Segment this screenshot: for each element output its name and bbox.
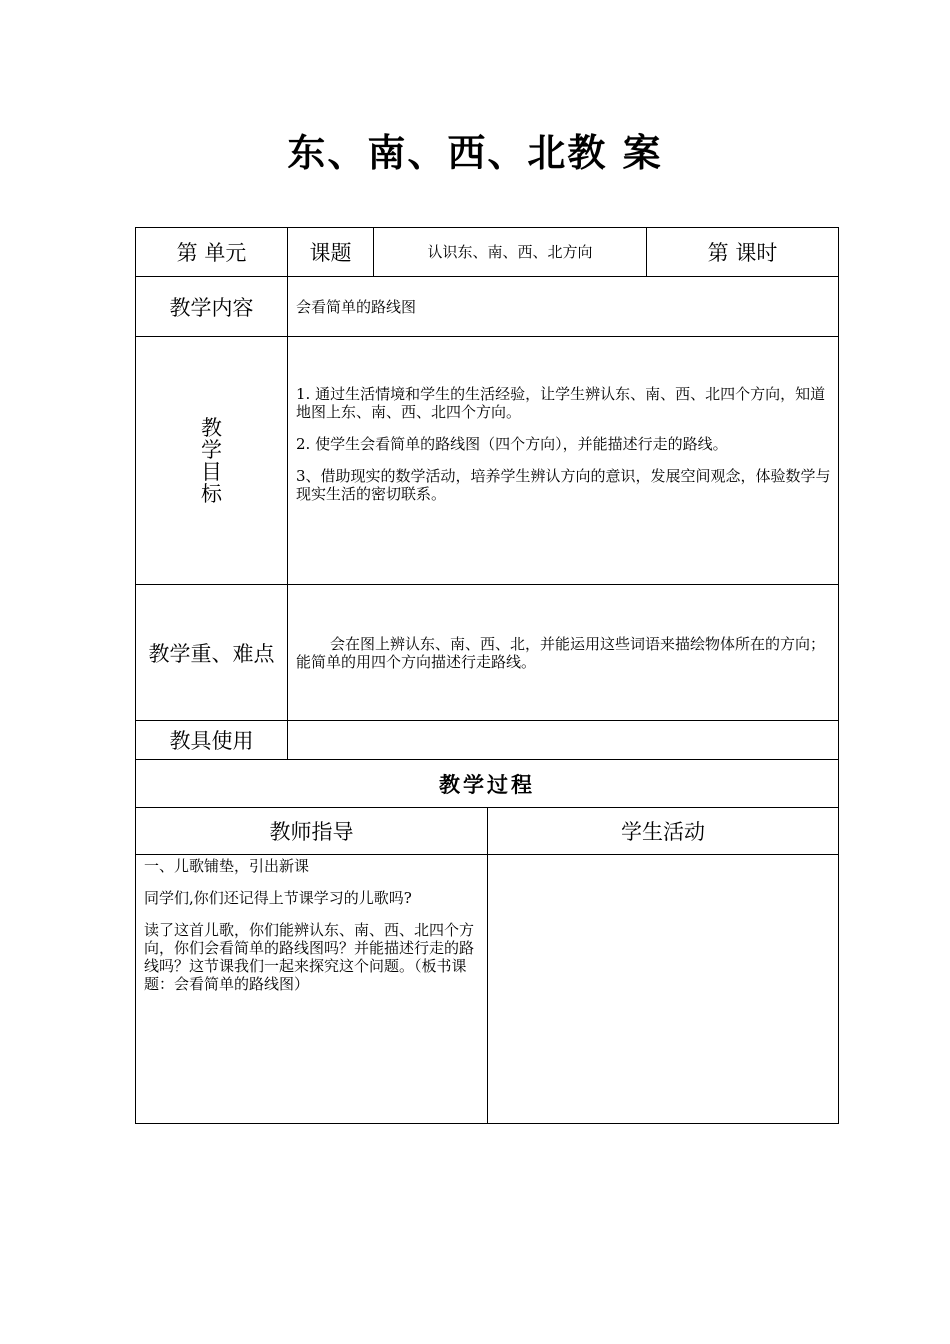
content-value: 会看简单的路线图 [296, 297, 417, 316]
key-points-label: 教学重、难点 [148, 641, 275, 666]
student-activity-content [496, 855, 832, 1123]
goal-item: 1. 通过生活情境和学生的生活经验，让学生辨认东、南、西、北四个方向，知道地图上东、南、西、北四个方向。 [296, 385, 826, 421]
student-activity-header: 学生活动 [621, 820, 705, 844]
teacher-paragraph: 读了这首儿歌，你们能辨认东、南、西、北四个方向，你们会看简单的路线图吗？并能描述行走的路线吗？这节课我们一起来探究这个问题。（板书课题：会看简单的路线图） [144, 921, 475, 993]
teacher-guidance-header: 教师指导 [269, 820, 354, 844]
topic-label: 课题 [309, 241, 352, 265]
teacher-paragraph: 一、儿歌铺垫，引出新课 [144, 857, 310, 875]
teacher-guidance-content [144, 855, 481, 1123]
process-heading: 教学过程 [439, 772, 535, 797]
lesson-number-cell: 第 课时 [707, 241, 778, 265]
key-points-value: 会在图上辨认东、南、西、北，并能运用这些词语来描绘物体所在的方向；能简单的用四个方向描述行走路线。 [296, 634, 826, 671]
document-title: 东、南、西、北教 案 [287, 131, 663, 175]
goals-label-cell [136, 337, 287, 584]
goals-label: 教学目标 [201, 415, 222, 506]
unit-cell: 第 单元 [176, 241, 247, 265]
topic-value: 认识东、南、西、北方向 [427, 243, 593, 261]
goal-item: 2. 使学生会看简单的路线图（四个方向），并能描述行走的路线。 [296, 435, 728, 453]
tools-label: 教具使用 [169, 729, 254, 753]
content-label: 教学内容 [169, 295, 254, 320]
teacher-paragraph: 同学们,你们还记得上节课学习的儿歌吗? [144, 889, 412, 907]
goal-item: 3、借助现实的数学活动，培养学生辨认方向的意识，发展空间观念，体验数学与现实生活的密切联系。 [296, 467, 831, 503]
goals-list [296, 337, 834, 584]
tools-value [296, 721, 834, 759]
